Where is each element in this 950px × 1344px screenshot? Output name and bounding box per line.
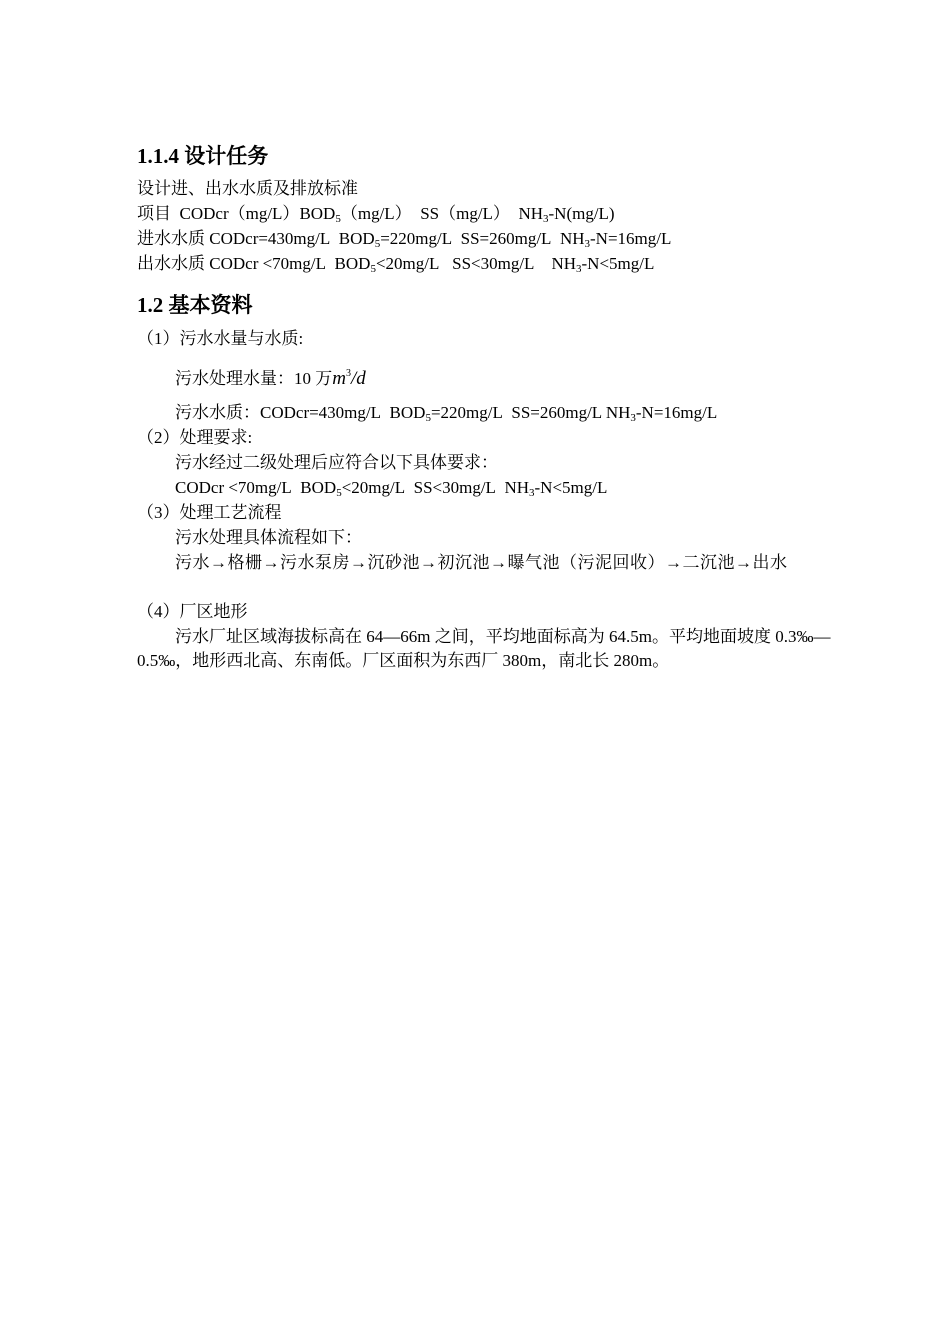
outflow-bod: BOD [334,254,371,273]
standards-title: 设计进、出水水质及排放标准 [137,179,358,198]
outflow-bod-sub: 5 [370,263,376,275]
s2-requirements-line [175,478,607,498]
s1-bod-sub: 5 [425,412,431,424]
s1-nh-val: -N=16mg/L [635,403,718,422]
s1-flow-d: d [356,368,366,389]
s2-bod: BOD [300,478,337,497]
s2-bod-val: <20mg/L [341,478,406,497]
header-nh-sub: 3 [543,213,549,225]
header-nh-rest: -N(mg/L) [548,204,615,223]
header-nh: NH [518,204,543,223]
outflow-codcr: CODcr <70mg/L [209,254,327,273]
inflow-bod: BOD [338,229,375,248]
standards-inflow-row [137,229,671,249]
s1-nh-sub: 3 [630,412,636,424]
s2-ss: SS<30mg/L [413,478,496,497]
outflow-ss: SS<30mg/L [452,254,535,273]
s1-flow-exp: 3 [345,368,351,379]
s1-quality-label: 污水水质： [175,403,260,422]
standards-header-row [137,204,615,224]
inflow-bod-sub: 5 [374,238,381,250]
s3-process-flow [137,551,837,575]
outflow-label: 出水水质 [137,254,205,273]
inflow-codcr: CODcr=430mg/L [209,229,331,248]
s2-desc: 污水经过二级处理后应符合以下具体要求： [175,453,498,472]
s1-flow-slash: / [350,368,357,389]
header-bod-sub: 5 [335,213,341,225]
section-heading-1-2: 1.2 基本资料 [137,293,253,317]
s2-nh-sub: 3 [529,487,535,499]
header-bod: BOD [299,204,336,223]
inflow-nh: NH [559,229,585,248]
header-label: 项目 [137,204,171,223]
s1-ss: SS=260mg/L [511,403,602,422]
s1-quality-line [175,403,717,423]
s2-title: （2）处理要求: [137,428,253,447]
s3-desc: 污水处理具体流程如下： [175,528,362,547]
s4-terrain [137,625,837,673]
outflow-nh-val: -N<5mg/L [581,254,655,273]
header-bod-unit: （mg/L） [340,204,412,223]
s1-bod: BOD [389,403,426,422]
s2-codcr: CODcr <70mg/L [175,478,292,497]
s3-title: （3）处理工艺流程 [137,503,282,522]
inflow-label: 进水水质 [137,229,205,248]
inflow-bod-val: =220mg/L [380,229,453,248]
s1-flow-line [175,369,366,389]
s1-flow-m: m [332,368,346,389]
s1-bod-val: =220mg/L [430,403,503,422]
s4-terrain-text: 污水厂址区域海拔标高在 64—66m 之间，平均地面标高为 64.5m。平均地面坡度 0.3‰—0.5‰，地形西北高、东南低。厂区面积为东西厂 380m，南北长 280m。 [137,627,831,670]
section-heading-1-1-4: 1.1.4 设计任务 [137,144,269,168]
s4-title: （4）厂区地形 [137,602,248,621]
inflow-nh-val: -N=16mg/L [590,229,672,248]
s1-title: （1）污水水量与水质: [137,329,304,348]
outflow-nh-sub: 3 [576,263,582,275]
outflow-nh: NH [551,254,576,273]
header-ss: SS（mg/L） [420,204,510,223]
s3-flow-text: 污水→格栅→污水泵房→沉砂池→初沉池→曝气池（污泥回收）→二沉池→出水 [175,553,788,572]
s2-bod-sub: 5 [336,487,342,499]
outflow-bod-val: <20mg/L [375,254,440,273]
s1-nh: NH [605,403,631,422]
header-codcr: CODcr（mg/L） [179,204,300,223]
inflow-nh-sub: 3 [584,238,590,250]
standards-outflow-row [137,254,654,274]
s2-nh-val: -N<5mg/L [534,478,608,497]
s2-nh: NH [504,478,529,497]
s1-codcr: CODcr=430mg/L [260,403,382,422]
inflow-ss: SS=260mg/L [460,229,552,248]
s1-flow-label: 污水处理水量：10 万 [175,369,333,388]
